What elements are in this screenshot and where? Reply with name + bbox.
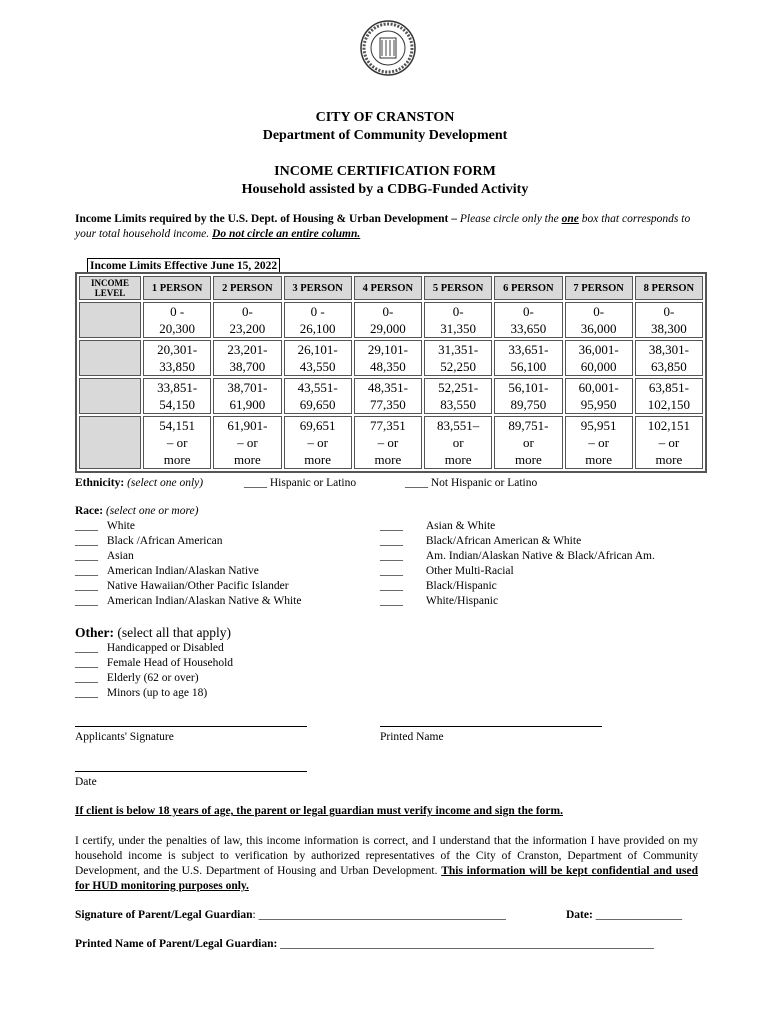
income-range-cell[interactable]: 61,901- – or more — [213, 416, 281, 469]
ethnicity-option-hispanic[interactable]: ____ Hispanic or Latino — [244, 477, 357, 489]
income-range-cell[interactable]: 69,651 – or more — [284, 416, 352, 469]
ethnicity-option-not-hispanic[interactable]: ____ Not Hispanic or Latino — [405, 477, 538, 489]
ethnicity-hint: (select one only) — [127, 477, 204, 489]
other-option[interactable]: ____ Elderly (62 or over) — [75, 672, 199, 684]
applicant-signature-label: Applicants' Signature — [75, 731, 174, 743]
income-level-cell — [79, 340, 141, 376]
form-title: INCOME CERTIFICATION FORM — [274, 164, 496, 179]
option-label: Other Multi-Racial — [425, 565, 514, 577]
income-range-cell[interactable]: 26,101- 43,550 — [284, 340, 352, 376]
instructions-one: one — [561, 213, 579, 225]
option-label: Elderly (62 or over) — [106, 672, 199, 684]
income-level-cell — [79, 416, 141, 469]
option-label: American Indian/Alaskan Native — [106, 565, 259, 577]
income-range-cell[interactable]: 0 - 26,100 — [284, 302, 352, 338]
option-label: Native Hawaiian/Other Pacific Islander — [106, 580, 289, 592]
race-option[interactable]: ____ Black /African American — [75, 535, 223, 547]
option-label: Minors (up to age 18) — [106, 687, 208, 699]
date-label: Date — [75, 776, 97, 788]
income-range-cell[interactable]: 0- 23,200 — [213, 302, 281, 338]
race-option[interactable]: ____ Black/Hispanic — [380, 580, 497, 592]
income-range-cell[interactable]: 20,301- 33,850 — [143, 340, 211, 376]
race-title: Race: — [75, 505, 104, 517]
instructions-italic-2: box that corresponds to your total household income. — [75, 213, 691, 240]
column-header: 7 PERSON — [565, 276, 633, 300]
guardian-printed-label: Printed Name of Parent/Legal Guardian: — [75, 938, 278, 950]
income-range-cell[interactable]: 89,751- or more — [494, 416, 562, 469]
column-header: 3 PERSON — [284, 276, 352, 300]
income-limits-table — [75, 272, 707, 473]
income-range-cell[interactable]: 0 - 20,300 — [143, 302, 211, 338]
income-range-cell[interactable]: 77,351 – or more — [354, 416, 422, 469]
income-row — [79, 416, 703, 469]
instructions — [75, 212, 705, 242]
income-range-cell[interactable]: 102,151 – or more — [635, 416, 703, 469]
income-range-cell[interactable]: 63,851- 102,150 — [635, 378, 703, 414]
income-row — [79, 378, 703, 414]
guardian-date-row[interactable]: Date: _______________ — [566, 909, 682, 921]
other-option[interactable]: ____ Female Head of Household — [75, 657, 234, 669]
form-subtitle: Household assisted by a CDBG-Funded Activity — [241, 182, 529, 197]
income-range-cell[interactable]: 0- 33,650 — [494, 302, 562, 338]
city-seal-logo — [360, 20, 416, 76]
income-range-cell[interactable]: 56,101- 89,750 — [494, 378, 562, 414]
column-header: 6 PERSON — [494, 276, 562, 300]
option-label: Asian & White — [425, 520, 496, 532]
ethnicity-title: Ethnicity: — [75, 477, 125, 489]
certification-text: I certify, under the penalties of law, this income information is correct, and I understand that the information I have provided on my household income is subject to verification by authorized representatives of the City of Cranston, Department of Community Development, and the U.S. Department of Housing and Urban Development. — [75, 835, 698, 877]
guardian-signature-label: Signature of Parent/Legal Guardian — [75, 909, 253, 921]
column-header: 1 PERSON — [143, 276, 211, 300]
income-range-cell[interactable]: 0- 38,300 — [635, 302, 703, 338]
income-level-cell — [79, 302, 141, 338]
option-label: American Indian/Alaskan Native & White — [106, 595, 302, 607]
instructions-warning: Do not circle an entire column. — [212, 228, 361, 240]
option-label: Black/African American & White — [425, 535, 582, 547]
instructions-bold: Income Limits required by the U.S. Dept. of Housing & Urban Development – — [75, 213, 457, 225]
applicant-signature-line[interactable] — [75, 726, 307, 727]
option-label: White — [106, 520, 135, 532]
income-range-cell[interactable]: 0- 29,000 — [354, 302, 422, 338]
race-option[interactable]: ____ Asian — [75, 550, 134, 562]
minor-notice: If client is below 18 years of age, the parent or legal guardian must verify income and sign the form. — [75, 805, 563, 817]
ethnicity-label — [75, 476, 203, 491]
income-range-cell[interactable]: 0- 31,350 — [424, 302, 492, 338]
race-option[interactable]: ____ Asian & White — [380, 520, 496, 532]
income-range-cell[interactable]: 48,351- 77,350 — [354, 378, 422, 414]
income-level-header: INCOME LEVEL — [79, 276, 141, 300]
column-header: 5 PERSON — [424, 276, 492, 300]
income-range-cell[interactable]: 33,651- 56,100 — [494, 340, 562, 376]
printed-name-label: Printed Name — [380, 731, 444, 743]
income-range-cell[interactable]: 43,551- 69,650 — [284, 378, 352, 414]
race-label — [75, 504, 198, 519]
confidentiality-notice: This information will be kept confidential and used for HUD monitoring purposes only. — [75, 865, 698, 892]
race-option[interactable]: ____ Other Multi-Racial — [380, 565, 514, 577]
income-range-cell[interactable]: 31,351- 52,250 — [424, 340, 492, 376]
option-label: Handicapped or Disabled — [106, 642, 224, 654]
income-range-cell[interactable]: 95,951 – or more — [565, 416, 633, 469]
option-label: Not Hispanic or Latino — [430, 477, 538, 489]
race-option[interactable]: ____ American Indian/Alaskan Native — [75, 565, 259, 577]
income-level-cell — [79, 378, 141, 414]
instructions-italic-1: Please circle only the — [456, 213, 562, 225]
option-label: Am. Indian/Alaskan Native & Black/African Am. — [425, 550, 655, 562]
column-header: 2 PERSON — [213, 276, 281, 300]
other-option[interactable]: ____ Handicapped or Disabled — [75, 642, 224, 654]
printed-name-line[interactable] — [380, 726, 602, 727]
other-title: Other: — [75, 625, 114, 640]
income-range-cell[interactable]: 60,001- 95,950 — [565, 378, 633, 414]
income-range-cell[interactable]: 0- 36,000 — [565, 302, 633, 338]
department-name: Department of Community Development — [262, 128, 508, 143]
option-label: Black/Hispanic — [425, 580, 497, 592]
other-hint: (select all that apply) — [117, 625, 231, 640]
column-header: 4 PERSON — [354, 276, 422, 300]
income-range-cell[interactable]: 38,701- 61,900 — [213, 378, 281, 414]
income-range-cell[interactable]: 36,001- 60,000 — [565, 340, 633, 376]
option-label: Hispanic or Latino — [269, 477, 357, 489]
income-row — [79, 302, 703, 338]
race-option[interactable]: ____ Black/African American & White — [380, 535, 582, 547]
guardian-signature-row[interactable]: Signature of Parent/Legal Guardian: ___________________________________________ — [75, 909, 506, 921]
other-label — [75, 625, 231, 641]
race-hint: (select one or more) — [105, 505, 199, 517]
income-range-cell[interactable]: 23,201- 38,700 — [213, 340, 281, 376]
certification-statement — [75, 834, 698, 894]
income-range-cell[interactable]: 52,251- 83,550 — [424, 378, 492, 414]
guardian-printed-row[interactable]: Printed Name of Parent/Legal Guardian: _________________________________________________________________ — [75, 938, 654, 950]
option-label: White/Hispanic — [425, 595, 499, 607]
income-range-cell[interactable]: 83,551– or more — [424, 416, 492, 469]
race-option[interactable]: ____ Am. Indian/Alaskan Native & Black/African Am. — [380, 550, 655, 562]
race-option[interactable]: ____ White — [75, 520, 135, 532]
date-line[interactable] — [75, 771, 307, 772]
guardian-date-label: Date: — [566, 909, 593, 921]
other-option[interactable]: ____ Minors (up to age 18) — [75, 687, 208, 699]
income-row — [79, 340, 703, 376]
effective-date-label: Income Limits Effective June 15, 2022 — [87, 258, 280, 273]
income-range-cell[interactable]: 54,151 – or more — [143, 416, 211, 469]
option-label: Asian — [106, 550, 134, 562]
race-option[interactable]: ____ White/Hispanic — [380, 595, 499, 607]
income-range-cell[interactable]: 29,101- 48,350 — [354, 340, 422, 376]
income-range-cell[interactable]: 38,301- 63,850 — [635, 340, 703, 376]
race-option[interactable]: ____ Native Hawaiian/Other Pacific Islander — [75, 580, 289, 592]
race-option[interactable]: ____ American Indian/Alaskan Native & White — [75, 595, 302, 607]
column-header: 8 PERSON — [635, 276, 703, 300]
city-name: CITY OF CRANSTON — [315, 110, 455, 125]
option-label: Female Head of Household — [106, 657, 234, 669]
option-label: Black /African American — [106, 535, 223, 547]
income-range-cell[interactable]: 33,851- 54,150 — [143, 378, 211, 414]
